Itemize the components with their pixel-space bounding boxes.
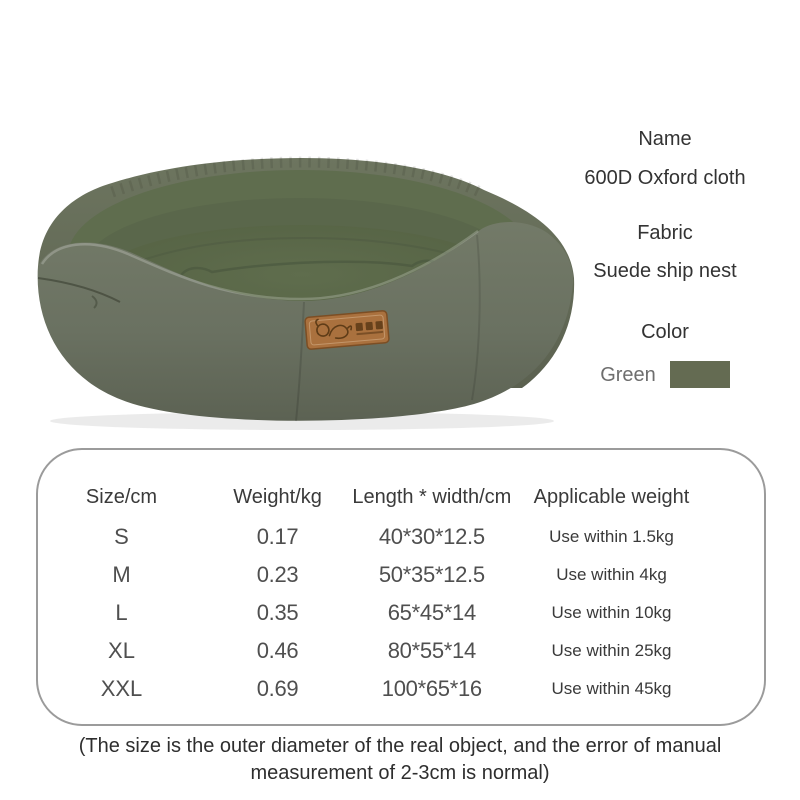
spec-name-label: Name (638, 128, 692, 150)
product-photo (22, 138, 582, 430)
applicable-cell: Use within 10kg (551, 603, 672, 622)
weight-cell: 0.69 (256, 676, 299, 701)
size-cell: S (114, 524, 129, 549)
dimensions-cell: 50*35*12.5 (378, 562, 485, 587)
applicable-cell: Use within 25kg (551, 641, 672, 660)
size-cell: M (112, 562, 131, 587)
table-row (38, 556, 764, 594)
dimensions-cell: 40*30*12.5 (378, 524, 485, 549)
table-row (38, 594, 764, 632)
footnote-line-1: (The size is the outer diameter of the real object, and the error of manual (78, 735, 722, 757)
applicable-cell: Use within 45kg (551, 679, 672, 698)
weight-cell: 0.17 (256, 524, 299, 549)
size-cell: XXL (100, 676, 143, 701)
header-size: Size/cm (85, 485, 158, 508)
weight-cell: 0.46 (256, 638, 299, 663)
applicable-cell: Use within 4kg (556, 565, 667, 584)
header-weight: Weight/kg (233, 485, 322, 508)
dimensions-cell: 65*45*14 (387, 600, 476, 625)
header-dimensions: Length * width/cm (352, 485, 512, 508)
measurement-footnote (0, 733, 800, 787)
table-header-row (38, 476, 764, 518)
spec-panel (550, 120, 780, 420)
size-cell: XL (108, 638, 135, 663)
footnote-line-2: measurement of 2-3cm is normal) (250, 762, 550, 784)
table-row (38, 670, 764, 708)
dimensions-cell: 80*55*14 (387, 638, 476, 663)
color-value-text: Green (600, 363, 656, 386)
size-cell: L (115, 600, 128, 625)
brand-label (305, 310, 389, 349)
applicable-cell: Use within 1.5kg (549, 527, 674, 546)
spec-fabric-value: Suede ship nest (593, 260, 737, 282)
header-applicable: Applicable weight (533, 485, 690, 508)
weight-cell: 0.35 (256, 600, 299, 625)
spec-name-value: 600D Oxford cloth (584, 167, 746, 189)
size-table (36, 448, 766, 726)
color-swatch (670, 361, 730, 388)
dimensions-cell: 100*65*16 (381, 676, 482, 701)
pet-bed-illustration (22, 138, 582, 430)
table-row (38, 518, 764, 556)
label-text-marks (355, 321, 383, 335)
weight-cell: 0.23 (256, 562, 299, 587)
spec-fabric-label: Fabric (637, 222, 693, 244)
spec-color-row (550, 361, 780, 388)
table-row (38, 632, 764, 670)
spec-color-label: Color (641, 321, 689, 343)
